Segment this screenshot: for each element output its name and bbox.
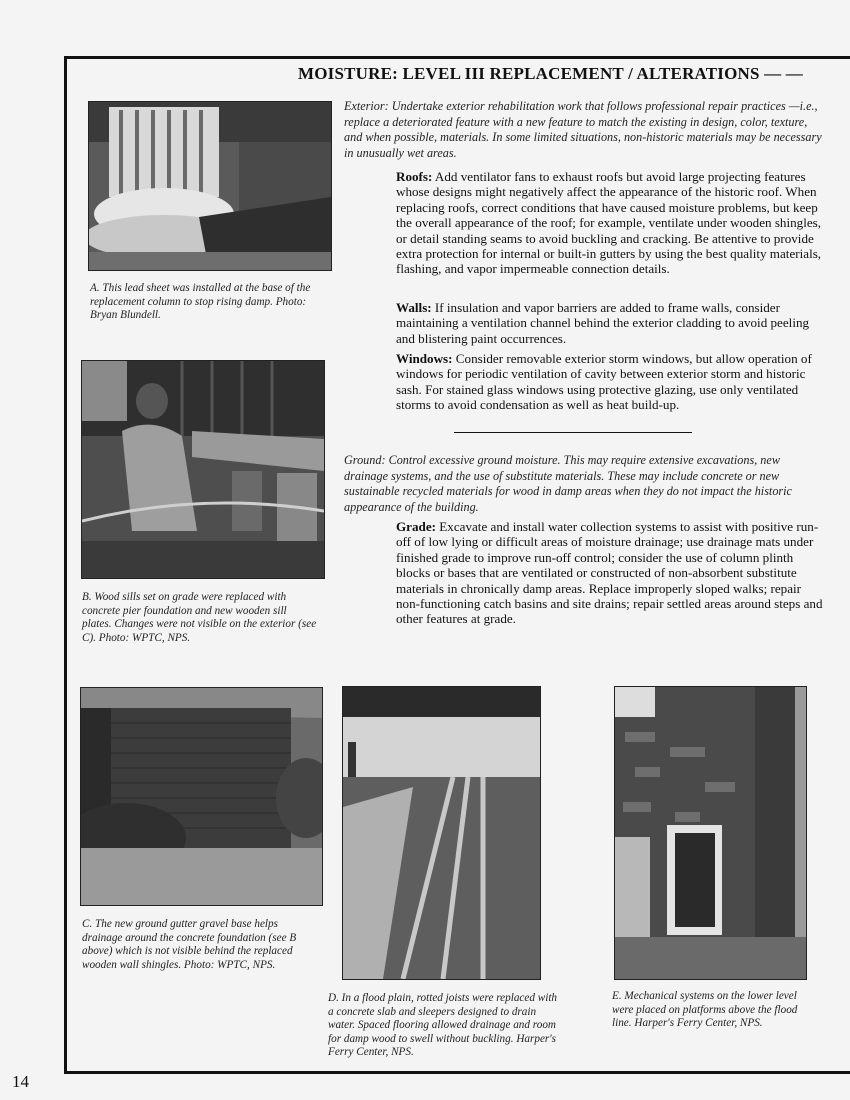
photo-c-shingle-wall	[80, 687, 323, 906]
photo-a-column-base	[88, 101, 332, 271]
walls-paragraph	[396, 300, 824, 346]
page-number: 14	[12, 1072, 29, 1091]
windows-label: Windows:	[396, 351, 453, 366]
exterior-intro: Exterior: Undertake exterior rehabilitation work that follows professional repair practices —i.e., replace a deteriorated feature with a new feature to match the existing in design, color, texture, and when possible, materials. In some limited situations, non-historic materials may be necessary in unusually wet areas.	[344, 99, 822, 160]
caption-b: B. Wood sills set on grade were replaced with concrete pier foundation and new wooden sill plates. Changes were not visible on the exterior (see C). Photo: WPTC, NPS.	[82, 591, 317, 644]
walls-label: Walls:	[396, 300, 432, 315]
grade-label: Grade:	[396, 519, 436, 534]
caption-d: D. In a flood plain, rotted joists were replaced with a concrete slab and sleepers designed to drain water. Spaced flooring allowed drainage and room for damp wood to swell without buckling. Harper's Ferry Center, NPS.	[328, 992, 558, 1058]
photo-e-stone-building	[614, 686, 807, 980]
windows-text: Consider removable exterior storm windows, but allow operation of windows for periodic ventilation of cavity between exterior storm and historic sash. For stained glass windows using protective glazing, use only ventilated storms to avoid condensation as well as heat build-up.	[396, 351, 812, 413]
roofs-label: Roofs:	[396, 169, 433, 184]
caption-e: E. Mechanical systems on the lower level were placed on platforms above the flood line. Harper's Ferry Center, NPS.	[612, 990, 798, 1029]
section-rule	[454, 432, 692, 433]
caption-c: C. The new ground gutter gravel base helps drainage around the concrete foundation (see B above) which is not visible behind the replaced wooden wall shingles. Photo: WPTC, NPS.	[82, 918, 297, 971]
ground-intro: Ground: Control excessive ground moisture. This may require extensive excavations, new drainage systems, and the use of substitute materials. These may include concrete or new sustainable recycled materials for wood in damp areas when they do not impact the historic appearance of the building.	[344, 453, 792, 514]
caption-a: A. This lead sheet was installed at the base of the replacement column to stop rising damp. Photo: Bryan Blundell.	[90, 282, 311, 321]
roofs-paragraph	[396, 169, 824, 277]
photo-d-flood-floor	[342, 686, 541, 980]
grade-paragraph	[396, 519, 824, 627]
photo-b-sill-repair	[81, 360, 325, 579]
grade-text: Excavate and install water collection systems to assist with positive run-off of low lying or difficult areas of moisture drainage; use drainage mats under finished grade to improve run-off control; consider the use of column plinth blocks or bases that are ventilated or constructed of non-absorbent substitute materials in chronically damp areas. Replace improperly sloped walks; repair non-functioning catch basins and site drains; repair settled areas around steps and other features at grade.	[396, 519, 823, 627]
page-heading: MOISTURE: LEVEL III REPLACEMENT / ALTERATIONS — —	[298, 64, 803, 83]
windows-paragraph	[396, 351, 824, 413]
walls-text: If insulation and vapor barriers are added to frame walls, consider maintaining a ventilation channel behind the exterior cladding to avoid peeling and blistering paint occurrences.	[396, 300, 810, 346]
roofs-text: Add ventilator fans to exhaust roofs but avoid large projecting features whose designs might negatively affect the appearance of the historic roof. When replacing roofs, correct conditions that have caused moisture problems, but keep the overall appearance of the roof; for example, ventilate under wooden shingles, or detail standing seams to avoid buckling and cracking. Be attentive to provide extra protection for internal or built-in gutters by using the best quality materials, flashing, and vapor impermeable connection details.	[396, 169, 822, 277]
